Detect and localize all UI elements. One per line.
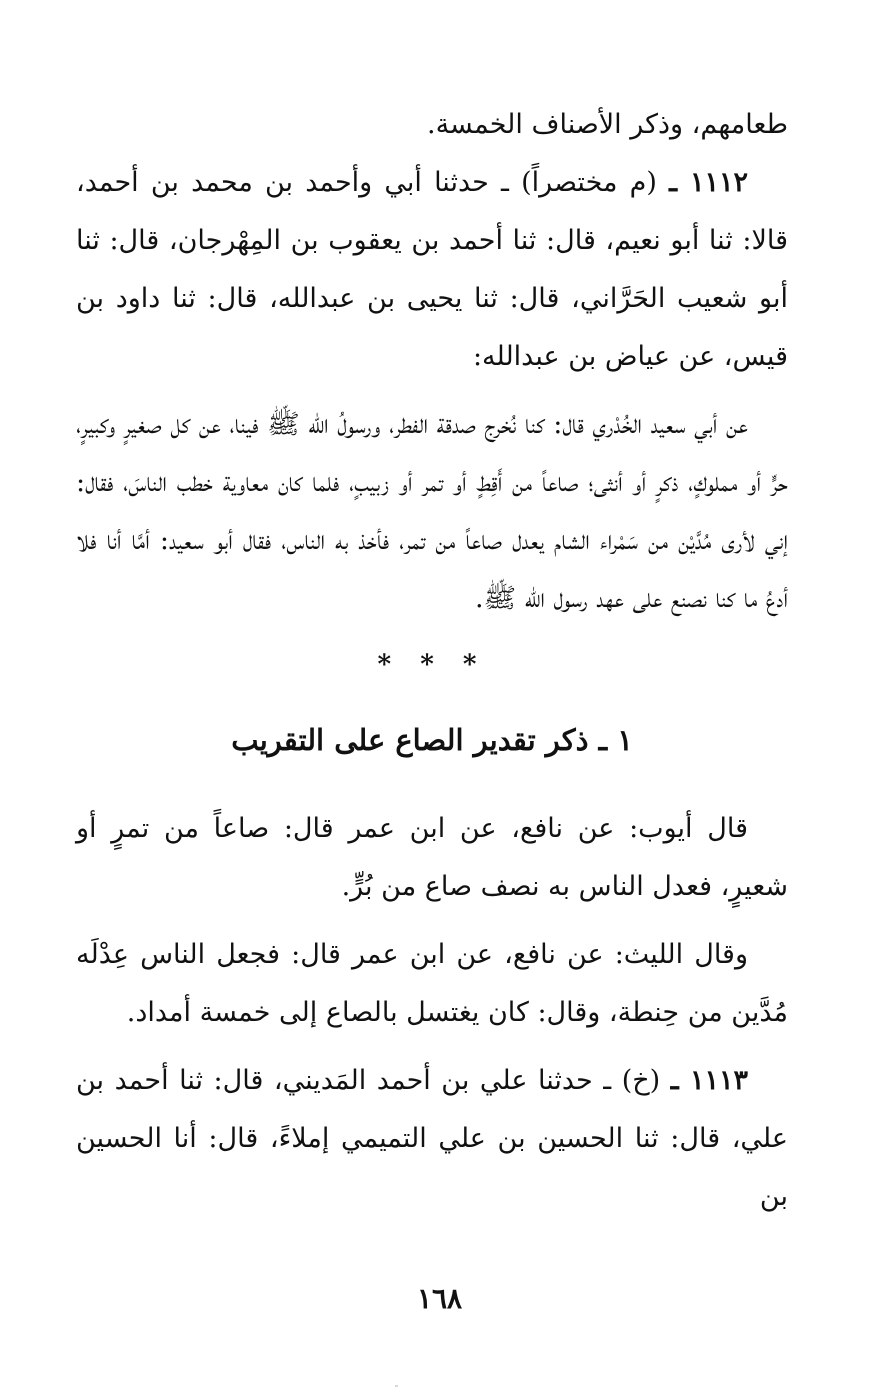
paragraph-ayyub: قال أيوب: عن نافع، عن ابن عمر قال: صاعاً من تمرٍ أو شعيرٍ، فعدل الناس به نصف صاع من بُرٍّ. <box>76 813 788 902</box>
hadith-isnad: (م مختصراً) ـ حدثنا أبي وأحمد بن محمد بن أحمد، قالا: ثنا أبو نعيم، قال: ثنا أحمد بن يعقوب بن المِهْرجان، قال: ثنا أبو شعيب الحَرَّاني، قال: ثنا يحيى بن عبدالله، قال: ثنا داود بن قيس، عن عياض بن عبدالله: <box>76 167 788 372</box>
hadith-1113 <box>76 1052 788 1226</box>
paragraph-continuation: طعامهم، وذكر الأصناف الخمسة. <box>427 109 788 140</box>
page-body <box>76 96 788 1346</box>
scan-speck <box>395 1385 398 1387</box>
section-separator: * * * <box>377 650 487 680</box>
paragraph-laith: وقال الليث: عن نافع، عن ابن عمر قال: فجعل الناس عِدْلَه مُدَّين من حِنطة، وقال: كان يغتسل بالصاع إلى خمسة أمداد. <box>76 939 788 1028</box>
page-number: ١٦٨ <box>416 1282 463 1315</box>
hadith-number: ١١١٣ ـ <box>670 1065 748 1096</box>
hadith-number: ١١١٢ ـ <box>669 167 748 198</box>
hadith-isnad: (خ) ـ حدثنا علي بن أحمد المَديني، قال: ثنا أحمد بن علي، قال: ثنا الحسين بن علي التميمي إملاءً، قال: أنا الحسين بن <box>76 1065 788 1212</box>
hadith-1112 <box>76 154 788 386</box>
hadith-matn: عن أبي سعيد الخُدْري قال: كنا نُخرج صدقة الفطر، ورسولُ الله ﷺ فينا، عن كل صغيرٍ وكبيرٍ، حرٍّ أو مملوكٍ، ذكرٍ أو أنثى؛ صاعاً من أَقِطٍ أو تمر أو زبيبٍ، فلما كان معاوية خطب الناسَ، فقال: إني لأرى مُدَّيْن من سَمْراء الشام يعدل صاعاً من تمر، فأخذ به الناس، فقال أبو سعيد: أمَّا أنا فلا أدعُ ما كنا نصنع على عهد رسول الله ﷺ. <box>76 409 788 614</box>
section-heading: ١ ـ ذكر تقدير الصاع على التقريب <box>231 723 633 757</box>
